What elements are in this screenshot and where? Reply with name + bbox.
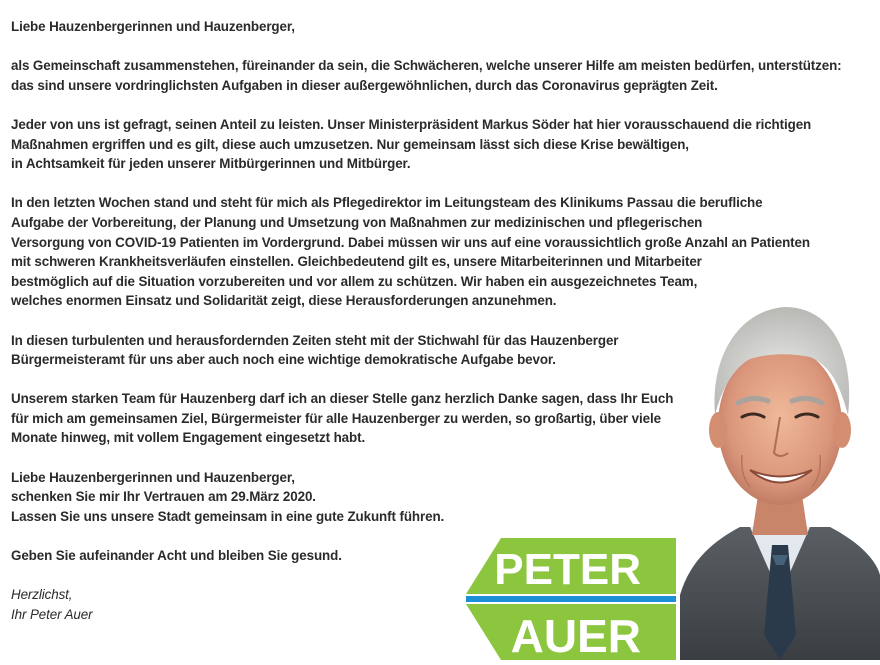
paragraph-3: In den letzten Wochen stand und steht für mich als Pflegedirektor im Leitungsteam des Klinikums Passau die berufliche Aufgabe der Vorbereitung, der Planung und Umsetzung von Maßnahmen zur medizinischen und pflegerischen Versorgung von COVID-19 Patienten im Vordergrund. Dabei müssen wir uns auf eine voraussichtlich große Anzahl an Patienten mit schweren Krankheitsverläufen einstellen. Gleichbedeutend gilt es, unsere Mitarbeiterinnen und Mitarbeiter bestmöglich auf die Situation vorzubereiten und vor allem zu schützen. Wir haben ein ausgezeichnetes Team, welches enormen Einsatz und Solidarität zeigt, diese Herausforderungen anzunehmen. bbox=[11, 195, 810, 309]
paragraph-4: In diesen turbulenten und herausfordernden Zeiten steht mit der Stichwahl für das Hauzenberger Bürgermeisteramt für uns aber auch noch eine wichtige demokratische Aufgabe bevor. bbox=[11, 332, 619, 368]
logo-blue-stripe bbox=[466, 596, 676, 602]
name-logo bbox=[466, 538, 676, 660]
paragraph-5: Unserem starken Team für Hauzenberg darf ich an dieser Stelle ganz herzlich Danke sagen, dass Ihr Euch für mich am gemeinsamen Ziel, Bürgermeister für alle Hauzenberger zu werden, so großartig, über viele Monate hinweg, mit vollem Engagement eingesetzt habt. bbox=[11, 391, 674, 446]
paragraph-2: Jeder von uns ist gefragt, seinen Anteil zu leisten. Unser Ministerpräsident Markus Söder hat hier vorausschauend die richtigen Maßnahmen ergriffen und es gilt, diese auch umzusetzen. Nur gemeinsam lässt sich diese Krise bewältigen, in Achtsamkeit für jeden unserer Mitbürgerinnen und Mitbürger. bbox=[11, 116, 812, 172]
closing: Herzlichst, Ihr Peter Auer bbox=[11, 587, 93, 622]
paragraph-6: Liebe Hauzenbergerinnen und Hauzenberger, schenken Sie mir Ihr Vertrauen am 29.März 2020. Lassen Sie uns unsere Stadt gemeinsam in eine gute Zukunft führen. bbox=[11, 469, 445, 524]
name-logo-graphic bbox=[466, 538, 676, 660]
paragraph-7: Geben Sie aufeinander Acht und bleiben Sie gesund. bbox=[11, 548, 342, 564]
logo-first-name: PETER bbox=[494, 545, 641, 594]
paragraph-1: als Gemeinschaft zusammenstehen, füreinander da sein, die Schwächeren, welche unserer Hilfe am meisten bedürfen, unterstützen: das sind unsere vordringlichsten Aufgaben in dieser außergewöhnlichen, durch das Coronavirus geprägten Zeit. bbox=[11, 58, 842, 93]
portrait-illustration bbox=[680, 295, 880, 660]
logo-last-name: AUER bbox=[510, 610, 641, 660]
portrait-photo bbox=[680, 295, 880, 660]
greeting: Liebe Hauzenbergerinnen und Hauzenberger, bbox=[11, 19, 295, 34]
